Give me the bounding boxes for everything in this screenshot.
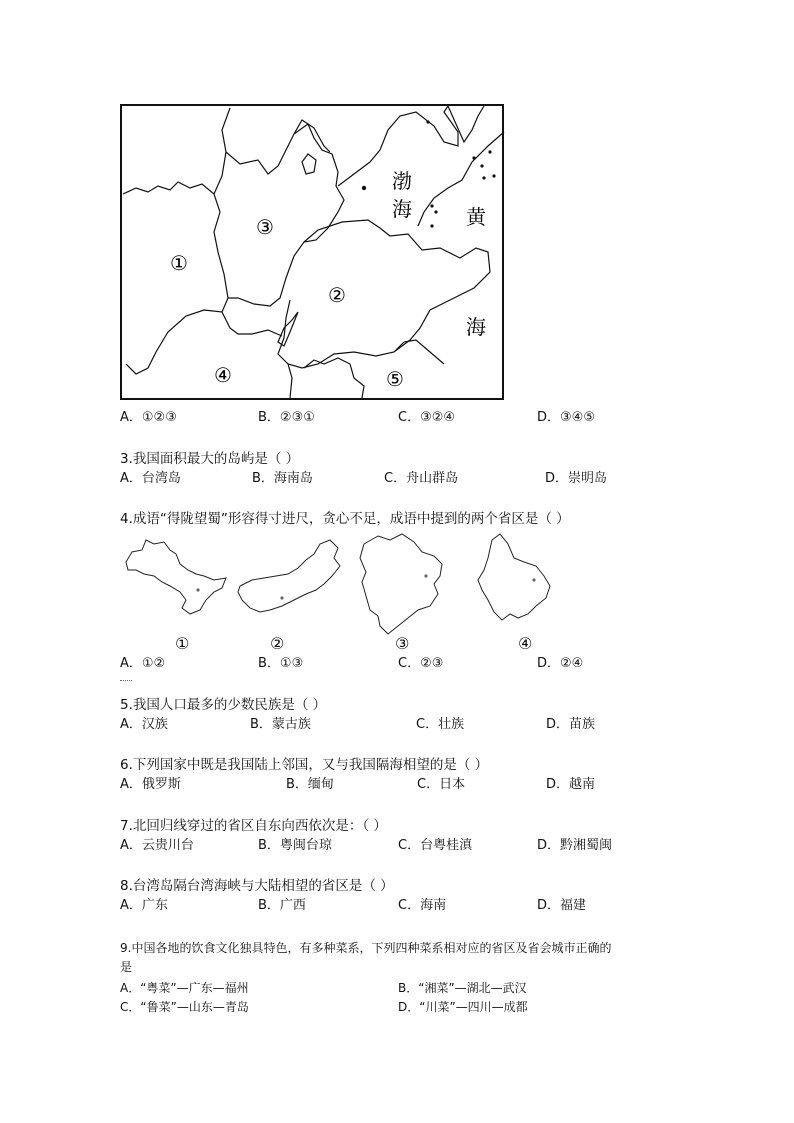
bohai-label-2: 海 xyxy=(392,197,412,221)
q4-option-d[interactable]: D．②④ xyxy=(537,656,584,671)
q3-option-b[interactable]: B．海南岛 xyxy=(252,471,313,486)
bohai-label-1: 渤 xyxy=(392,169,412,193)
q5-option-c[interactable]: C．壮族 xyxy=(416,717,465,732)
q6-option-d[interactable]: D．越南 xyxy=(546,777,596,792)
q6-option-c[interactable]: C．日本 xyxy=(417,777,466,792)
yellow-sea-label-2: 海 xyxy=(466,315,486,339)
separator-mark xyxy=(120,680,132,681)
region-label-2: ② xyxy=(328,283,346,307)
q3-option-a[interactable]: A．台湾岛 xyxy=(120,471,181,486)
q5-option-d[interactable]: D．苗族 xyxy=(546,717,596,732)
q7-stem: 7.北回归线穿过的省区自东向西依次是：（ ） xyxy=(120,818,387,834)
q7-option-a[interactable]: A．云贵川台 xyxy=(120,838,194,853)
q7-option-d[interactable]: D．黔湘蜀闽 xyxy=(537,838,613,853)
province-shape-1 xyxy=(126,540,226,614)
q7-option-c[interactable]: C．台粤桂滇 xyxy=(398,838,473,853)
q2-option-c[interactable]: C．③②④ xyxy=(398,410,456,425)
q9-option-a[interactable]: A．“粤菜”—广东—福州 xyxy=(120,981,249,995)
q6-stem: 6.下列国家中既是我国陆上邻国，又与我国隔海相望的是（ ） xyxy=(120,757,489,773)
q5-stem: 5.我国人口最多的少数民族是（ ） xyxy=(120,697,327,713)
q4-option-c[interactable]: C．②③ xyxy=(398,656,444,671)
q5-option-a[interactable]: A．汉族 xyxy=(120,717,168,732)
q4-figure-label-3: ③ xyxy=(395,634,410,653)
q8-option-a[interactable]: A．广东 xyxy=(120,898,168,913)
q9-stem-line-1: 9.中国各地的饮食文化独具特色，有多种菜系，下列四种菜系相对应的省区及省会城市正确的 xyxy=(120,941,612,955)
q6-option-b[interactable]: B．缅甸 xyxy=(286,777,334,792)
province-shape-4 xyxy=(478,534,550,620)
q6-option-a[interactable]: A．俄罗斯 xyxy=(120,777,181,792)
q4-option-b[interactable]: B．①③ xyxy=(258,656,304,671)
province-shape-3 xyxy=(360,534,442,634)
q4-figure-label-1: ① xyxy=(175,634,190,653)
north-china-map xyxy=(118,102,508,402)
region-label-3: ③ xyxy=(256,215,274,239)
q2-option-d[interactable]: D．③④⑤ xyxy=(537,410,595,425)
q4-figure-label-4: ④ xyxy=(518,634,533,653)
q2-option-b[interactable]: B．②③① xyxy=(258,410,315,425)
q3-stem: 3.我国面积最大的岛屿是（ ） xyxy=(120,451,300,467)
q7-option-b[interactable]: B．粤闽台琼 xyxy=(258,838,332,853)
q2-option-a[interactable]: A．①②③ xyxy=(120,410,177,425)
province-shape-2 xyxy=(238,540,340,612)
q3-option-c[interactable]: C．舟山群岛 xyxy=(384,471,459,486)
q9-option-b[interactable]: B．“湘菜”—湖北—武汉 xyxy=(398,981,527,995)
q8-option-b[interactable]: B．广西 xyxy=(258,898,306,913)
q4-figure-label-2: ② xyxy=(270,634,285,653)
q3-option-d[interactable]: D．崇明岛 xyxy=(545,471,608,486)
q5-option-b[interactable]: B．蒙古族 xyxy=(250,717,311,732)
region-label-5: ⑤ xyxy=(386,367,404,391)
q4-option-a[interactable]: A．①② xyxy=(120,656,166,671)
q8-stem: 8.台湾岛隔台湾海峡与大陆相望的省区是（ ） xyxy=(120,878,394,894)
yellow-sea-label-1: 黄 xyxy=(466,205,486,229)
region-label-1: ① xyxy=(170,251,188,275)
q4-stem: 4.成语“得陇望蜀”形容得寸进尺，贪心不足，成语中提到的两个省区是（ ） xyxy=(120,511,570,527)
q9-option-d[interactable]: D．“川菜”—四川—成都 xyxy=(398,1000,528,1014)
q8-option-c[interactable]: C．海南 xyxy=(398,898,447,913)
region-label-4: ④ xyxy=(214,363,232,387)
q9-option-c[interactable]: C．“鲁菜”—山东—青岛 xyxy=(120,1000,249,1014)
q8-option-d[interactable]: D．福建 xyxy=(537,898,587,913)
q9-stem-line-2: 是 xyxy=(120,960,133,974)
